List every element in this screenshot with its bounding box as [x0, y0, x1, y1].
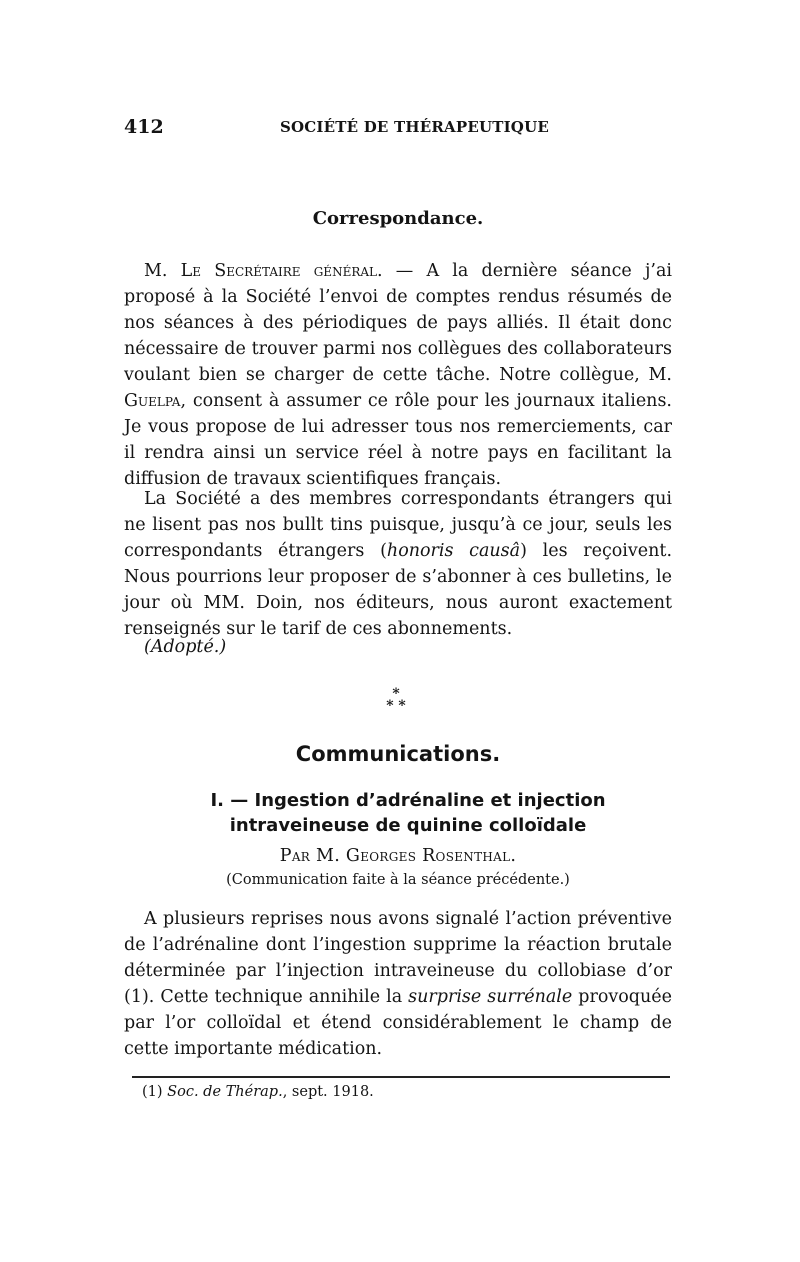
- adopted-note: (Adopté.): [144, 637, 227, 657]
- paragraph-text: — A la dernière séance j’ai proposé à la Société l’envoi de comptes rendus résumés de nos séances à des périodiques de pays alliés. Il était donc nécessaire de trouver parmi nos collègues des collaborateurs voulant bien se charger de cette tâche. Notre collègue, M.: [124, 261, 672, 385]
- paragraph-text-end: ) les reçoivent. Nous pourrions leur proposer de s’abonner à ces bulletins, le jour où MM. Doin, nos éditeurs, nous auront exactement renseignés sur le tarif de ces abonnements.: [124, 541, 673, 639]
- paragraph-text-end: , consent à assumer ce rôle pour les journaux italiens. Je vous propose de lui adresser tous nos remerciements, car il rendra ainsi un service réel à notre pays en facilitant la diffusion de travaux scientifiques français.: [124, 391, 672, 489]
- italic-phrase: surprise surrénale: [408, 987, 573, 1007]
- person-name: Guelpa: [124, 391, 181, 411]
- footnote-divider: [132, 1076, 670, 1078]
- page-number: 412: [124, 116, 164, 138]
- speaker-name: M. Le Secrétaire général.: [144, 261, 383, 281]
- section-heading-communications: Communications.: [295, 742, 501, 766]
- footnote-source: Soc. de Thérap.: [167, 1084, 283, 1100]
- article-subnote: (Communication faite à la séance précédente.): [226, 872, 570, 888]
- footnote: [142, 1084, 662, 1100]
- paragraph-secretary: [124, 258, 672, 492]
- paragraph-adrenaline: [124, 906, 672, 1062]
- paragraph-text: A plusieurs reprises nous avons signalé l’action préventive de l’adrénaline dont l’ingestion supprime la réaction brutale déterminée par l’injection intraveineuse du collobiase d’or (1). Cette technique annihile la: [124, 909, 672, 1007]
- paragraph-text-end: provoquée par l’or colloïdal et étend considérablement le champ de cette importante médication.: [124, 987, 672, 1059]
- asterism-divider: * * *: [386, 686, 406, 714]
- article-byline: Par M. Georges Rosenthal.: [279, 846, 517, 866]
- footnote-marker: (1): [142, 1084, 168, 1100]
- article-title: I. — Ingestion d’adrénaline et injection intraveineuse de quinine colloïdale: [210, 790, 606, 836]
- section-heading-correspondance: Correspondance.: [312, 208, 484, 229]
- running-title: SOCIÉTÉ DE THÉRAPEUTIQUE: [280, 118, 549, 136]
- paragraph-correspondants: [124, 486, 672, 642]
- page-header: [124, 116, 672, 140]
- italic-phrase: honoris causâ: [386, 541, 521, 561]
- footnote-date: , sept. 1918.: [282, 1084, 374, 1100]
- paragraph-text: La Société a des membres correspondants étrangers qui ne lisent pas nos bullt tins puisque, jusqu’à ce jour, seuls les correspondants étrangers (: [124, 489, 672, 561]
